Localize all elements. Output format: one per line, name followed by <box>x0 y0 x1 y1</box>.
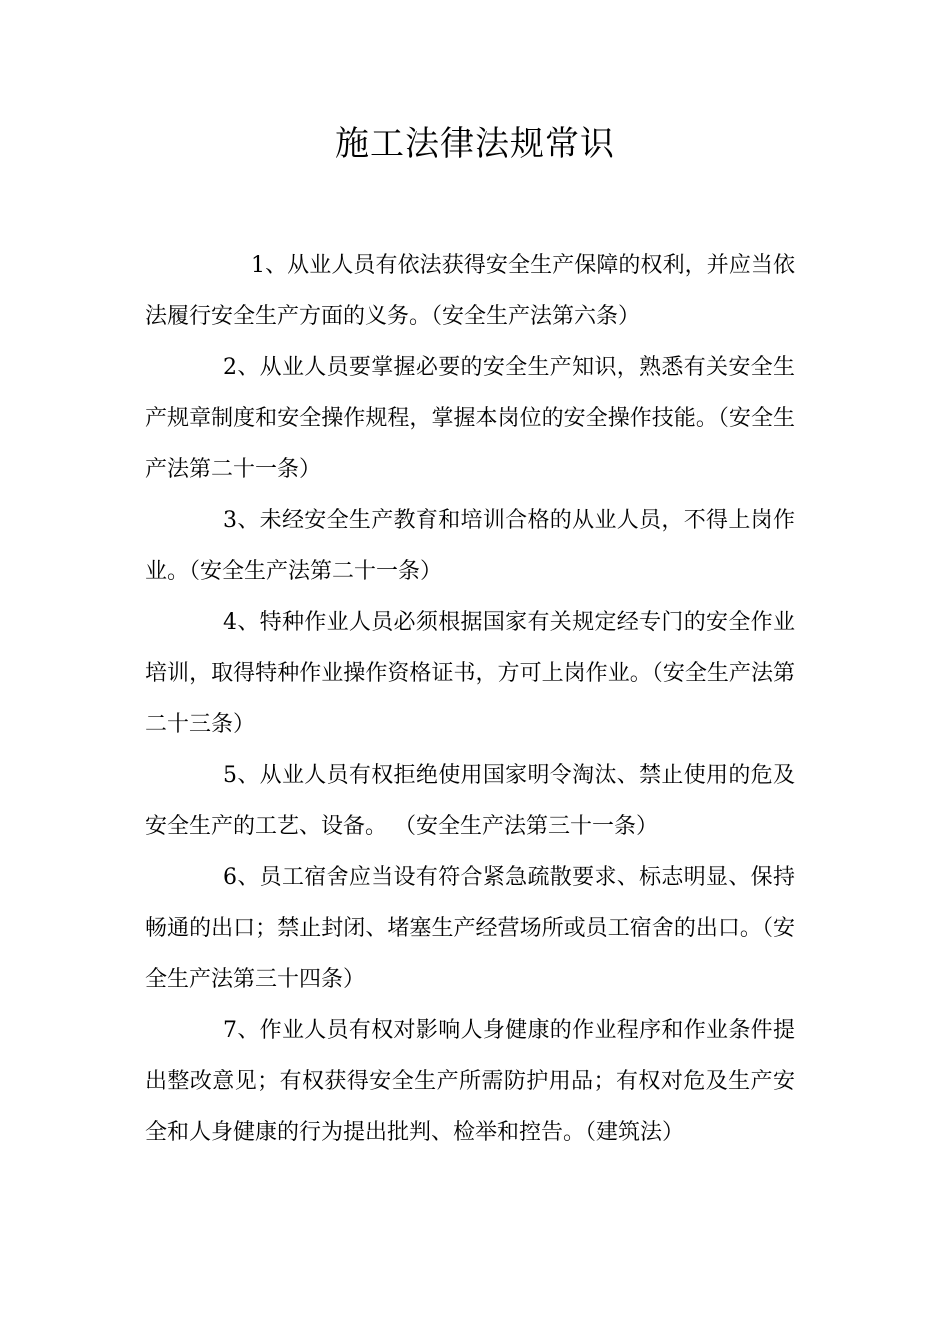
paragraph-4: 4、特种作业人员必须根据国家有关规定经专门的安全作业培训，取得特种作业操作资格证书，方可上岗作业。（安全生产法第二十三条） <box>145 610 795 737</box>
paragraph-5: 5、从业人员有权拒绝使用国家明令淘汰、禁止使用的危及安全生产的工艺、设备。 （安全生产法第三十一条） <box>145 763 795 839</box>
paragraph-2: 2、从业人员要掌握必要的安全生产知识，熟悉有关安全生产规章制度和安全操作规程，掌握本岗位的安全操作技能。（安全生产法第二十一条） <box>145 355 795 482</box>
paragraph-1: 1、从业人员有依法获得安全生产保障的权利，并应当依法履行安全生产方面的义务。（安全生产法第六条） <box>145 253 795 329</box>
paragraph-3: 3、未经安全生产教育和培训合格的从业人员，不得上岗作业。（安全生产法第二十一条） <box>145 508 795 584</box>
document-body <box>145 240 795 1158</box>
document-title: 施工法律法规常识 <box>335 124 615 164</box>
paragraph-6: 6、员工宿舍应当设有符合紧急疏散要求、标志明显、保持畅通的出口；禁止封闭、堵塞生产经营场所或员工宿舍的出口。（安全生产法第三十四条） <box>145 865 795 992</box>
paragraph-7: 7、作业人员有权对影响人身健康的作业程序和作业条件提出整改意见；有权获得安全生产所需防护用品；有权对危及生产安全和人身健康的行为提出批判、检举和控告。（建筑法） <box>145 1018 795 1145</box>
